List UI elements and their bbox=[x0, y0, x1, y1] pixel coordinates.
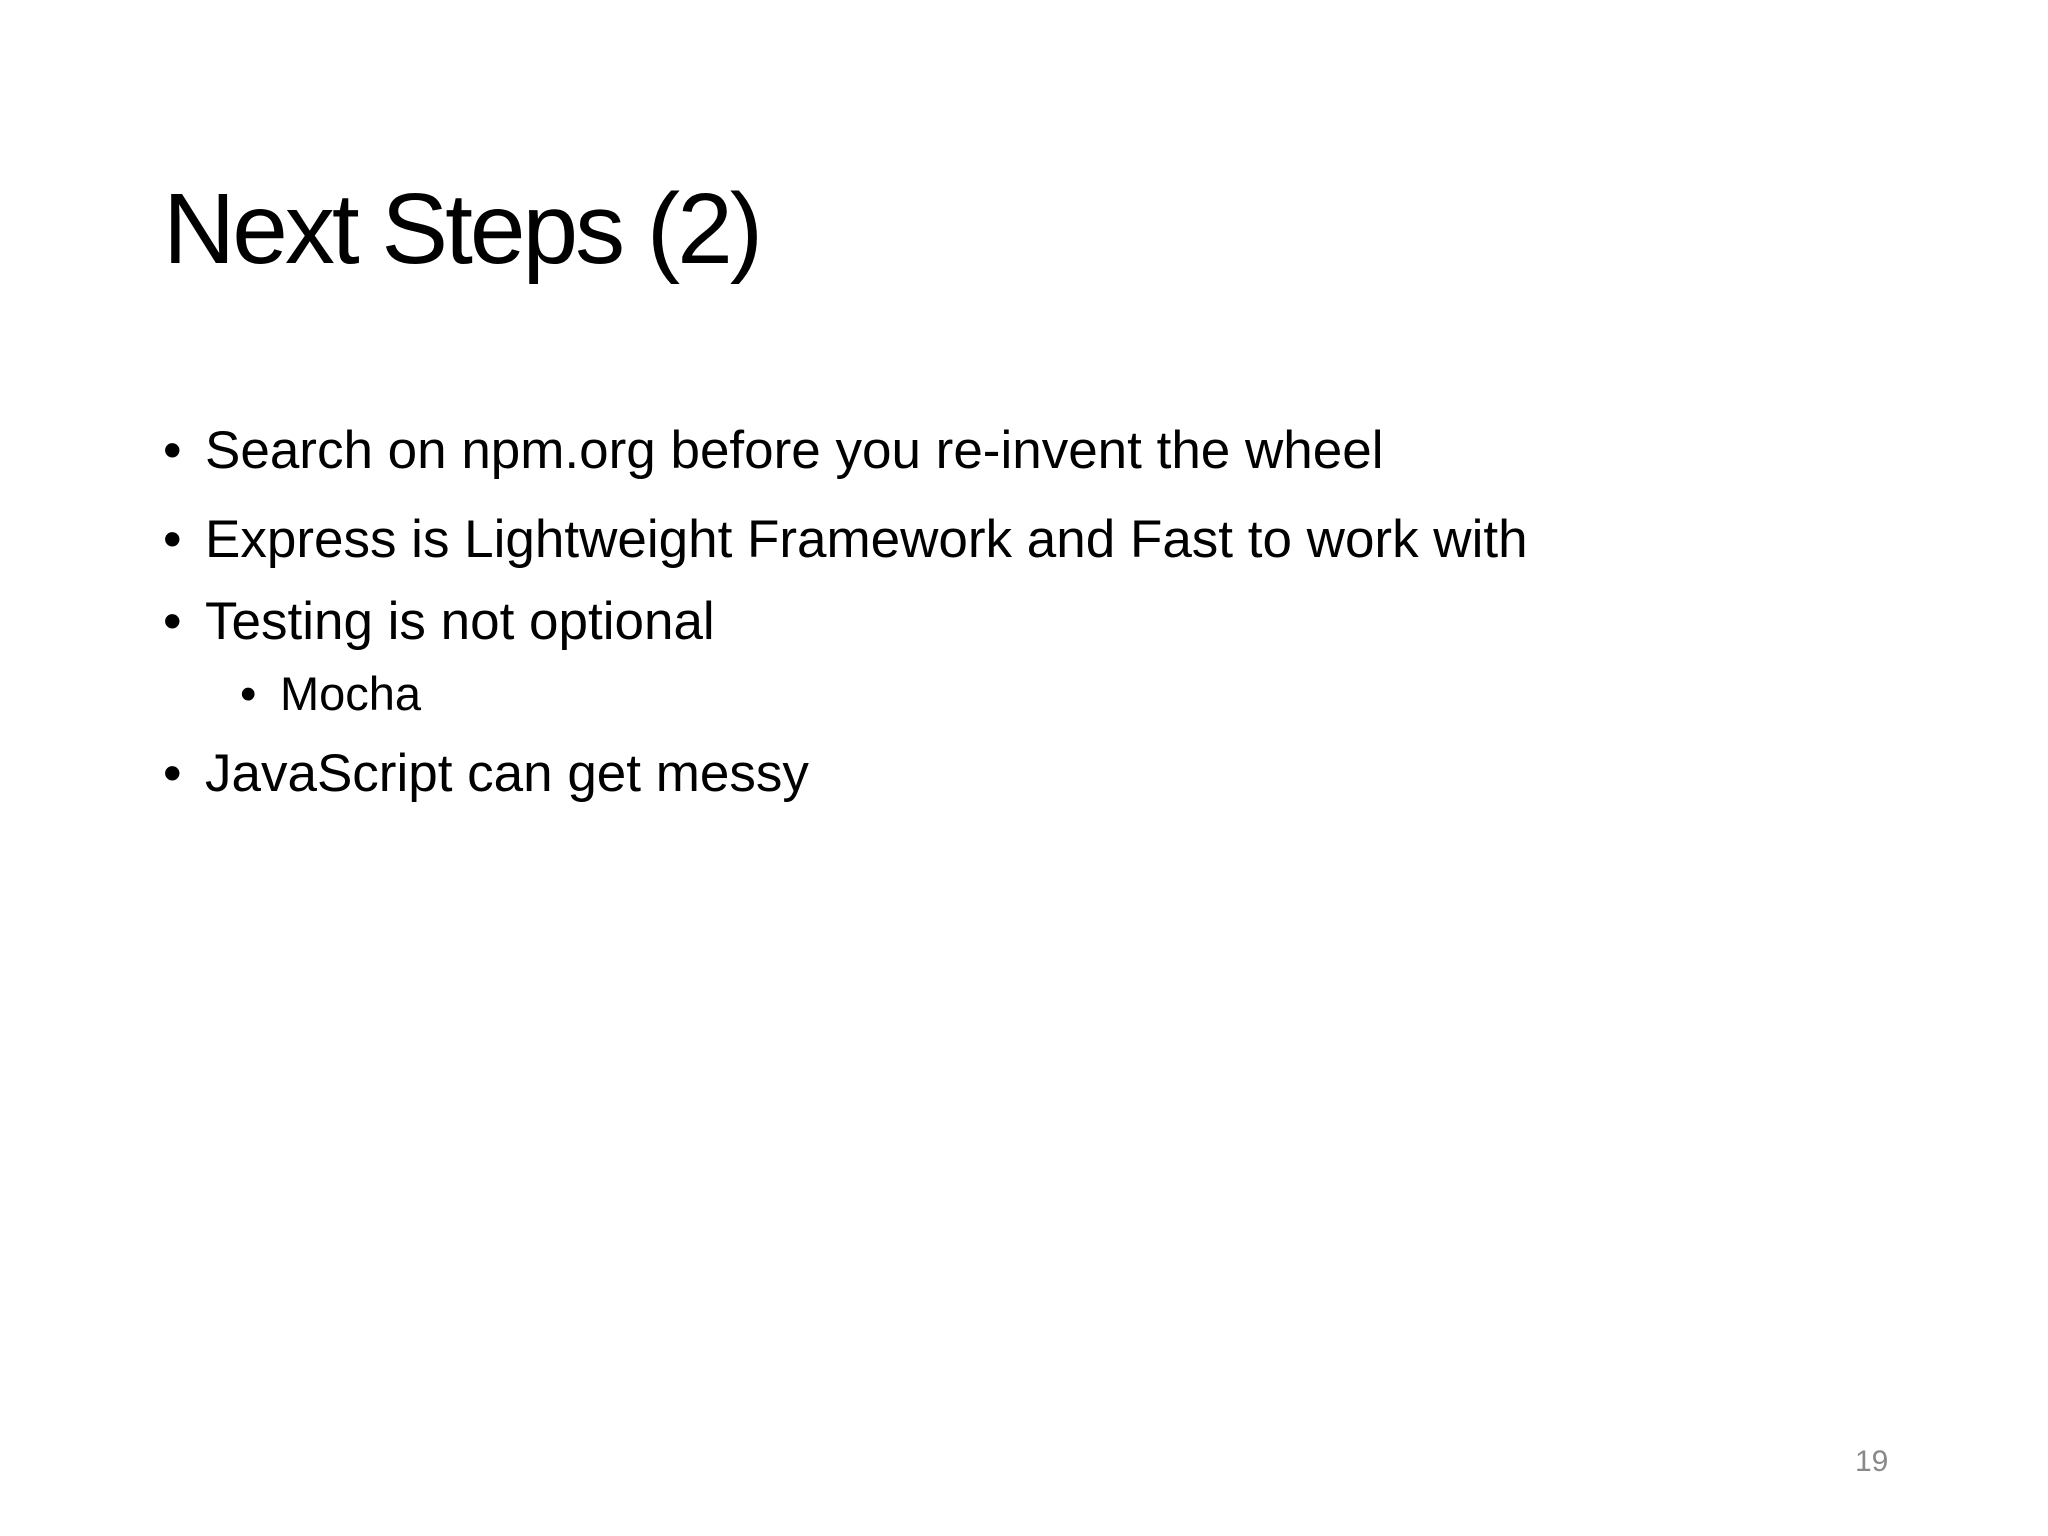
bullet-text: Mocha bbox=[280, 667, 422, 720]
bullet-item bbox=[163, 417, 1383, 486]
bullet-icon: • bbox=[163, 592, 182, 651]
bullet-icon: • bbox=[163, 744, 182, 803]
bullet-text: JavaScript can get messy bbox=[205, 744, 809, 803]
bullet-text: Search on npm.org before you re-invent the wheel bbox=[205, 421, 1384, 480]
bullet-text: Express is Lightweight Framework and Fast to work with bbox=[205, 510, 1528, 569]
bullet-icon: • bbox=[240, 667, 257, 720]
bullet-icon: • bbox=[163, 421, 182, 480]
bullet-item-sub bbox=[240, 663, 421, 724]
slide-number: 19 bbox=[1855, 1445, 1889, 1478]
bullet-item bbox=[163, 588, 715, 657]
bullet-item bbox=[163, 506, 1528, 575]
bullet-text: Testing is not optional bbox=[205, 592, 715, 651]
slide-title: Next Steps (2) bbox=[163, 173, 761, 285]
bullet-item bbox=[163, 740, 809, 809]
bullet-icon: • bbox=[163, 510, 182, 569]
